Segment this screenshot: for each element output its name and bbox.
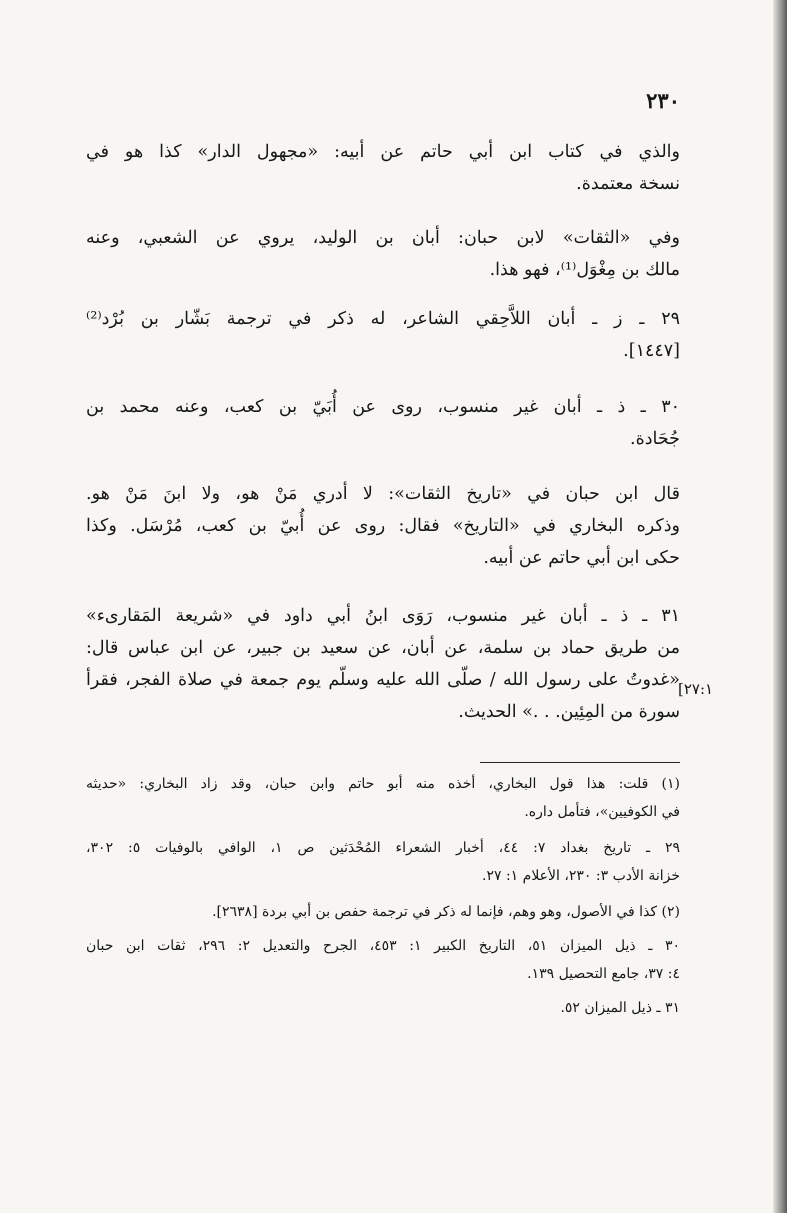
footnote-29 [86, 834, 680, 890]
entry-29 [86, 303, 680, 367]
paragraph-1 [86, 136, 680, 200]
text-line: ٣٠ ـ ذ ـ أبان غير منسوب، روى عن أُبَيّ بن كعب، وعنه محمد بن [86, 397, 680, 417]
margin-reference: [٢٧:١ [678, 680, 714, 698]
text-line: مالك بن مِغْوَل⁽¹⁾، فهو هذا. [489, 260, 680, 280]
footnote-30 [86, 932, 680, 988]
text-line: [١٤٤٧]. [623, 341, 680, 361]
paragraph-2 [86, 222, 680, 286]
text-line: ٢٩ ـ ز ـ أبان اللاَّحِقي الشاعر، له ذكر في ترجمة بَشّار بن بُرْد⁽²⁾ [86, 309, 680, 329]
text-line: وفي «الثقات» لابن حبان: أبان بن الوليد، يروي عن الشعبي، وعنه [86, 228, 680, 248]
text-line: وذكره البخاري في «التاريخ» فقال: روى عن أُبيّ بن كعب، مُرْسَل. وكذا [86, 516, 680, 536]
text-line: نسخة معتمدة. [576, 174, 680, 194]
page-edge-shadow [773, 0, 787, 1213]
footnote-line: في الكوفيين»، فتأمل داره. [524, 804, 680, 820]
footnote-line: (١) قلت: هذا قول البخاري، أخذه منه أبو حاتم وابن حبان، وقد زاد البخاري: «حديثه [86, 776, 680, 792]
footnote-line: ٢٩ ـ تاريخ بغداد ٧: ٤٤، أخبار الشعراء المُحْدَثين ص ١، الوافي بالوفيات ٥: ٣٠٢، [86, 840, 681, 856]
text-line: «غدوتُ على رسول الله / صلّى الله عليه وسلّم يوم جمعة في صلاة الفجر، فقرأ [86, 670, 680, 690]
paragraph-ibn-hibban [86, 478, 680, 574]
text-line: ٣١ ـ ذ ـ أبان غير منسوب، رَوَى ابنُ أبي داود في «شريعة المَقارىء» [86, 606, 680, 626]
entry-31 [86, 600, 680, 728]
footnote-line: ٣١ ـ ذيل الميزان ٥٢. [560, 1000, 680, 1016]
text-line: من طريق حماد بن سلمة، عن أبان، عن سعيد بن جبير، عن ابن عباس قال: [86, 638, 680, 658]
footnote-line: خزانة الأدب ٣: ٢٣٠، الأعلام ١: ٢٧. [482, 868, 680, 884]
entry-30 [86, 391, 680, 455]
text-line: حكى ابن أبي حاتم عن أبيه. [483, 548, 680, 568]
footnote-31 [86, 994, 680, 1022]
footnote-line: ٣٠ ـ ذيل الميزان ٥١، التاريخ الكبير ١: ٤٥٣، الجرح والتعديل ٢: ٢٩٦، ثقات ابن حبان [86, 938, 680, 954]
footnote-1 [86, 770, 680, 826]
footnote-line: (٢) كذا في الأصول، وهو وهم، فإنما له ذكر في ترجمة حفص بن أبي بردة [٢٦٣٨]. [212, 904, 680, 920]
footnote-line: ٤: ٣٧، جامع التحصيل ١٣٩. [527, 966, 680, 982]
footnote-divider [480, 762, 680, 763]
text-line: سورة من المِئِين. . .» الحديث. [458, 702, 680, 722]
text-line: جُحَادة. [630, 429, 680, 449]
text-line: والذي في كتاب ابن أبي حاتم عن أبيه: «مجهول الدار» كذا هو في [86, 142, 680, 162]
text-line: قال ابن حبان في «تاريخ الثقات»: لا أدري مَنْ هو، ولا ابنَ مَنْ هو. [86, 484, 680, 504]
page-number: ٢٣٠ [646, 88, 680, 113]
footnote-2 [86, 898, 680, 926]
